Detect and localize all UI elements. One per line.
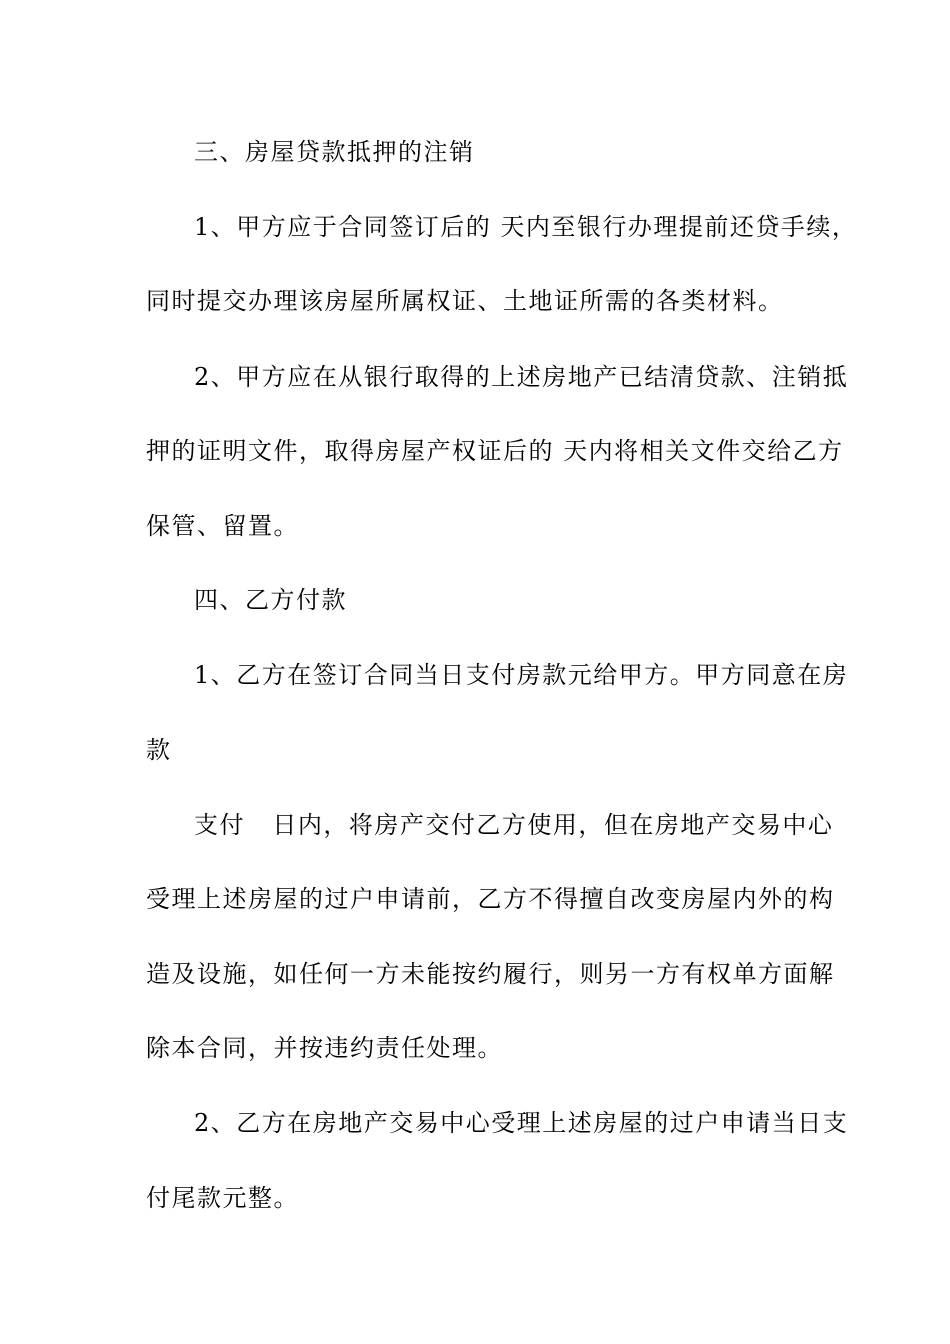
paragraph-line: 保管、留置。 — [146, 512, 299, 540]
paragraph-line: 受理上述房屋的过户申请前，乙方不得擅自改变房屋内外的构 — [146, 885, 835, 913]
paragraph-line: 同时提交办理该房屋所属权证、土地证所需的各类材料。 — [146, 287, 784, 315]
paragraph-line: 付尾款元整。 — [146, 1184, 299, 1212]
paragraph-line: 1、乙方在签订合同当日支付房款元给甲方。甲方同意在房 — [194, 661, 849, 689]
paragraph-line: 造及设施，如任何一方未能按约履行，则另一方有权单方面解 — [146, 960, 835, 988]
section-heading-buyer-payment: 四、乙方付款 — [194, 586, 347, 614]
paragraph-line: 除本合同，并按违约责任处理。 — [146, 1034, 503, 1062]
paragraph-line: 款 — [146, 736, 172, 764]
paragraph-line: 支付 日内，将房产交付乙方使用，但在房地产交易中心 — [194, 811, 834, 839]
paragraph-line: 1、甲方应于合同签订后的 天内至银行办理提前还贷手续， — [194, 213, 858, 241]
paragraph-line: 2、甲方应在从银行取得的上述房地产已结清贷款、注销抵 — [194, 363, 849, 391]
paragraph-line: 2、乙方在房地产交易中心受理上述房屋的过户申请当日支 — [194, 1109, 849, 1137]
section-heading-mortgage-cancellation: 三、房屋贷款抵押的注销 — [194, 138, 475, 166]
paragraph-line: 押的证明文件，取得房屋产权证后的 天内将相关文件交给乙方 — [146, 437, 844, 465]
